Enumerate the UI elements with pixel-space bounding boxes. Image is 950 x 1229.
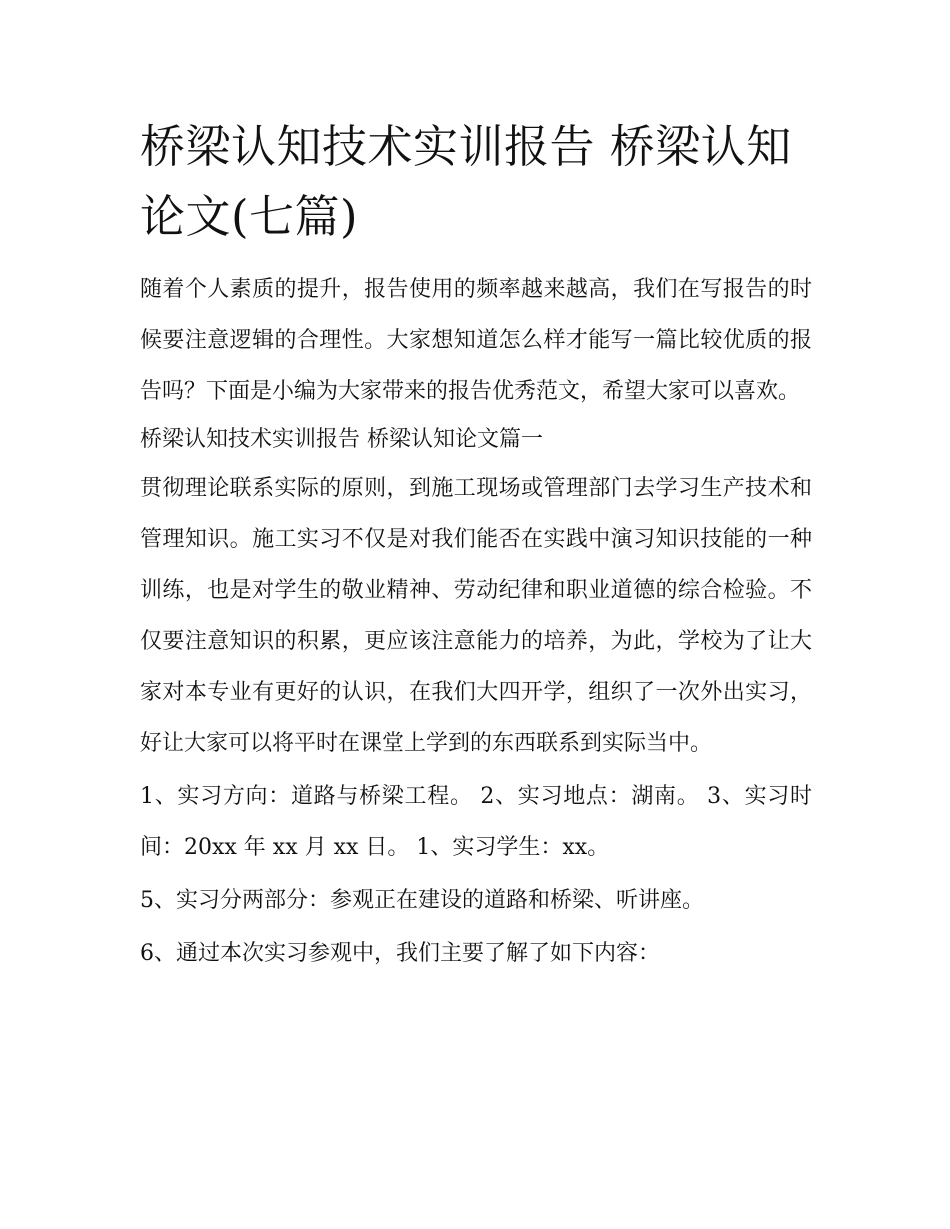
list-item: 5、实习分两部分：参观正在建设的道路和桥梁、听讲座。 [140, 888, 704, 913]
list-item: 1、实习方向：道路与桥梁工程。 2、实习地点：湖南。 3、实习时间：20xx 年 xx 月 xx 日。 1、实习学生：xx。 [140, 784, 812, 860]
document-title: 桥梁认知技术实训报告 桥梁认知论文(七篇) [140, 120, 792, 243]
list-item: 6、通过本次实习参观中，我们主要了解了如下内容： [140, 941, 660, 966]
document-page [140, 112, 812, 979]
body-paragraph: 贯彻理论联系实际的原则，到施工现场或管理部门去学习生产技术和管理知识。施工实习不仅是对我们能否在实践中演习知识技能的一种训练，也是对学生的敬业精神、劳动纪律和职业道德的综合检验。不仅要注意知识的积累，更应该注意能力的培养，为此，学校为了让大家对本专业有更好的认识，在我们大四开学，组织了一次外出实习，好让大家可以将平时在课堂上学到的东西联系到实际当中。 [140, 476, 812, 756]
intro-paragraph: 随着个人素质的提升，报告使用的频率越来越高，我们在写报告的时候要注意逻辑的合理性。大家想知道怎么样才能写一篇比较优质的报告吗？下面是小编为大家带来的报告优秀范文，希望大家可以喜欢。 [140, 277, 812, 404]
section-heading: 桥梁认知技术实训报告 桥梁认知论文篇一 [140, 427, 543, 452]
